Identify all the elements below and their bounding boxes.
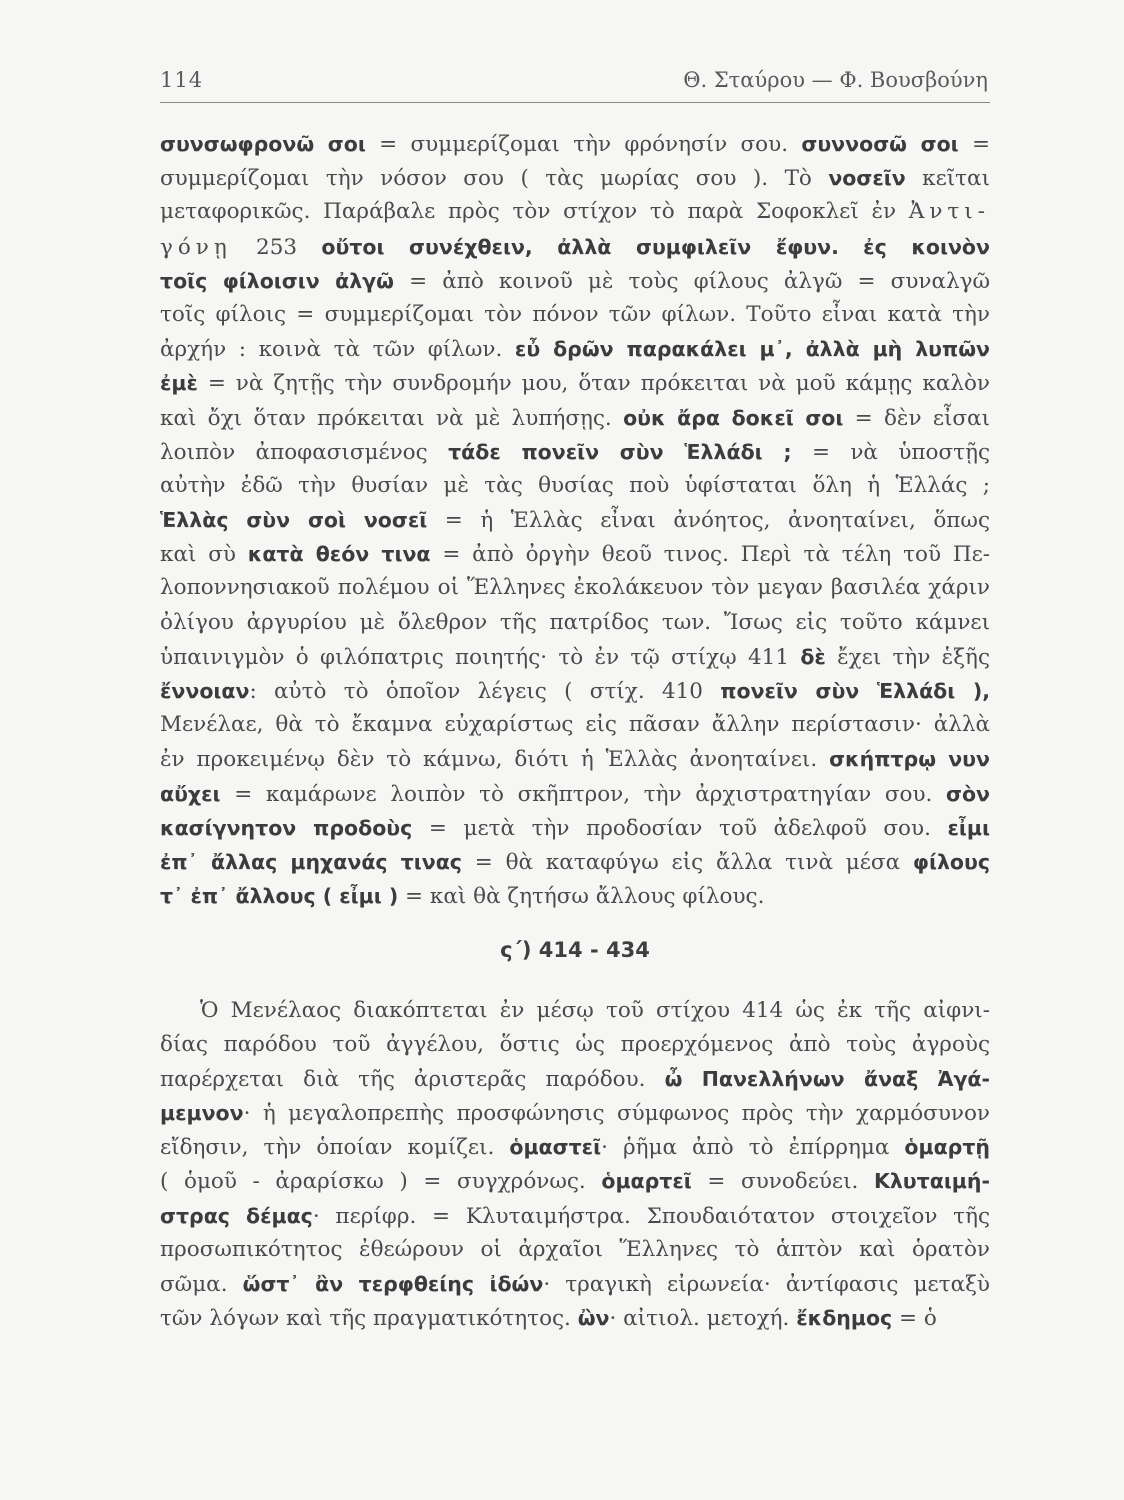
text-line [160,401,990,435]
lemma-bold: ὢν [577,1306,610,1331]
line-text: ἔχει τὴν ἑξῆς [825,644,990,670]
line-text: ἀρχήν : κοινὰ τὰ τῶν φίλων. [160,337,515,363]
lemma-bold: Κλυταιμή- [873,1169,990,1194]
line-text: 253 [231,234,322,260]
line-text: = ἀπὸ κοινοῦ μὲ τοὺς φίλους ἀλγῶ = συναλγῶ [393,268,990,294]
lemma-bold: κασίγνητον προδοὺς [160,815,413,840]
lemma-bold: ὁμαστεῖ [509,1135,602,1160]
text-line [160,708,990,742]
text-line [160,742,990,776]
line-text: = ὁ [892,1306,937,1332]
text-line [160,537,990,571]
line-text: = συμμερίζομαι τὴν φρόνησίν σου. [365,132,802,157]
text-line [160,161,990,195]
text-line [160,1130,990,1164]
lemma-bold: σὸν [945,781,990,806]
text-line [160,1199,990,1233]
line-text: δίας παρόδου τοῦ ἀγγέλου, ὅστις ὡς προερχόμενος ἀπὸ τοὺς ἀγροὺς [160,1031,990,1057]
running-header [160,62,990,103]
line-text: = ἡ Ἑλλὰς εἶναι ἀνόητος, ἀνοηταίνει, ὅπως [427,508,990,534]
paragraph-1 [160,127,990,913]
running-head-authors: Θ. Σταύρου — Φ. Βουσβούνη [683,68,988,92]
line-text: = [958,132,990,157]
lemma-bold: νοσεῖν [828,166,906,191]
lemma-bold: ἐς κοινὸν [863,234,990,259]
line-text: = νὰ ὑποστῇς [791,439,990,465]
line-text: αὐτὴν ἐδῶ τὴν θυσίαν μὲ τὰς θυσίας ποὺ ὑφίσταται ὅλη ἡ Ἑλλάς ; [160,472,990,498]
section-heading: ς΄) 414 - 434 [500,938,650,963]
commentary-text [160,127,990,1335]
text-line [160,845,990,879]
spaced-title: Ἀντι- [908,199,990,225]
lemma-bold: οὐκ ἄρα δοκεῖ σοι [623,405,844,430]
line-text [839,235,863,260]
text-line [160,298,990,332]
lemma-bold: εἶμι [947,815,990,840]
text-line [160,264,990,298]
line-text: ὑπαινιγμὸν ὁ φιλόπατρις ποιητής· τὸ ἐν τῷ στίχῳ 411 [160,644,801,670]
text-line [160,435,990,469]
lemma-bold: δὲ [800,644,826,669]
lemma-bold: τοῖς φίλοισιν ἀλγῶ [160,268,394,293]
lemma-bold: ὁμαρτεῖ [601,1169,692,1194]
text-line [160,994,990,1028]
line-text: παρέρχεται διὰ τῆς ἀριστερᾶς παρόδου. [160,1066,665,1092]
line-text: ( ὁμοῦ - ἀραρίσκω ) = συγχρόνως. [160,1169,602,1195]
lemma-bold: ὥστ᾽ ἂν τερφθείης ἰδών [242,1272,544,1296]
page-number: 114 [160,68,204,92]
lemma-bold: ὁμαρτῇ [904,1135,990,1160]
lemma-bold: πονεῖν σὺν Ἑλλάδι ), [720,679,990,703]
line-text: = συνοδεύει. [691,1169,874,1195]
line-text: · τραγικὴ εἰρωνεία· ἀντίφασις μεταξὺ [543,1272,990,1297]
line-text: = καμάρωνε λοιπὸν τὸ σκῆπτρον, τὴν ἀρχιστρατηγίαν σου. [220,781,946,807]
lemma-bold: μεμνον [160,1101,244,1126]
lemma-bold: συνσωφρονῶ σοι [160,132,366,156]
text-line [160,127,990,161]
line-text: · ῥῆμα ἀπὸ τὸ ἐπίρρημα [601,1135,905,1161]
text-line [160,1062,990,1096]
line-text: · αἰτιολ. μετοχή. [609,1306,797,1332]
spaced-title: γόνῃ [160,234,232,260]
text-line [160,606,990,640]
text-line [160,811,990,845]
lemma-bold: στρας δέμας [160,1203,313,1228]
line-text: · περίφρ. = Κλυταιμήστρα. Σπουδαιότατον στοιχεῖον τῆς [312,1203,990,1229]
line-text: : αὐτὸ τὸ ὁποῖον λέγεις ( στίχ. 410 [249,679,721,704]
lemma-bold: συννοσῶ σοι [801,132,959,156]
text-line [160,366,990,400]
lemma-bold: φίλους [912,849,990,874]
line-text: μεταφορικῶς. Παράβαλε πρὸς τὸν στίχον τὸ παρὰ Σοφοκλεῖ ἐν [160,199,909,225]
text-line [160,1096,990,1130]
line-text: Μενέλαε, θὰ τὸ ἔκαμνα εὐχαρίστως εἰς πᾶσαν ἄλλην περίστασιν· ἀλλὰ [160,712,990,738]
lemma-bold: αὔχει [160,781,221,806]
text-line [160,1233,990,1267]
text-line [160,640,990,674]
line-text: ἐν προκειμένῳ δὲν τὸ κάμνω, διότι ἡ Ἑλλὰς ἀνοηταίνει. [160,747,830,773]
lemma-bold: τ᾽ ἐπ᾽ ἄλλους ( εἶμι ) [160,884,399,909]
text-line [160,777,990,811]
line-text: = θὰ καταφύγω εἰς ἄλλα τινὰ μέσα [461,849,913,875]
lemma-bold: ὦ Πανελλήνων ἄναξ Ἀγά- [664,1066,990,1091]
text-line [160,674,990,708]
text-line [160,879,990,913]
lemma-bold: ἔκδημος [796,1306,893,1331]
lemma-bold: σκήπτρῳ νυν [829,747,990,772]
text-line [160,1301,990,1335]
line-text: προσωπικότητος ἐθεώρουν οἱ ἀρχαῖοι Ἕλληνες τὸ ἁπτὸν καὶ ὁρατὸν [160,1236,990,1262]
line-text: εἴδησιν, τὴν ὁποίαν κομίζει. [160,1135,510,1161]
text-line [160,503,990,537]
line-text: συμμερίζομαι τὴν νόσον σου ( τὰς μωρίας σου ). Τὸ [160,166,829,192]
paragraph-2 [160,994,990,1336]
lemma-bold: εὖ δρῶν παρακάλει μ᾽, ἀλλὰ μὴ λυπῶν [514,337,990,362]
lemma-bold: κατὰ θεόν τινα [247,542,431,567]
line-text: = καὶ θὰ ζητήσω ἄλλους φίλους. [398,884,765,910]
text-line [160,332,990,366]
line-text: · ἡ μεγαλοπρεπὴς προσφώνησις σύμφωνος πρὸς τὴν χαρμόσυνον [243,1101,990,1127]
lemma-bold: Ἑλλὰς σὺν σοὶ νοσεῖ [160,508,428,533]
lemma-bold: ἐπ᾽ ἄλλας μηχανάς τινας [160,849,462,874]
text-line [160,571,990,605]
line-text: κεῖται [905,166,990,192]
line-text: = ἀπὸ ὀργὴν θεοῦ τινος. Περὶ τὰ τέλη τοῦ Πε- [430,542,990,568]
line-text: = δὲν εἶσαι [843,405,990,431]
line-text: τοῖς φίλοις = συμμερίζομαι τὸν πόνον τῶν φίλων. Τοῦτο εἶναι κατὰ τὴν [160,301,990,327]
text-line [160,469,990,503]
line-text: = νὰ ζητῇς τὴν συνδρομήν μου, ὅταν πρόκειται νὰ μοῦ κάμῃς καλὸν [197,371,990,397]
text-line [160,195,990,229]
line-text: τῶν λόγων καὶ τῆς πραγματικότητος. [160,1306,578,1332]
line-text: λοιπὸν ἀποφασισμένος [160,439,449,465]
lemma-bold: οὔτοι συνέχθειν, ἀλλὰ συμφιλεῖν ἔφυν. [321,234,839,259]
line-text: σῶμα. [160,1272,243,1297]
text-line [160,230,990,264]
text-line [160,1164,990,1198]
line-text: ὀλίγου ἀργυρίου μὲ ὄλεθρον τῆς πατρίδος των. Ἴσως εἰς τοῦτο κάμνει [160,609,990,635]
line-text: καὶ σὺ [160,542,248,568]
text-line [160,1028,990,1062]
text-line [160,1267,990,1301]
line-text: λοποννησιακοῦ πολέμου οἱ Ἕλληνες ἐκολάκευον τὸν μεγαν βασιλέα χάριν [160,575,990,601]
line-text: = μετὰ τὴν προδοσίαν τοῦ ἀδελφοῦ σου. [412,815,948,841]
lemma-bold: τάδε πονεῖν σὺν Ἑλλάδι ; [448,439,792,464]
lemma-bold: ἐμὲ [160,371,198,396]
line-text: Ὁ Μενέλαος διακόπτεται ἐν μέσῳ τοῦ στίχου 414 ὡς ἐκ τῆς αἰφνι- [200,997,990,1023]
lemma-bold: ἔννοιαν [160,679,250,703]
line-text: καὶ ὄχι ὅταν πρόκειται νὰ μὲ λυπήσῃς. [160,405,624,431]
